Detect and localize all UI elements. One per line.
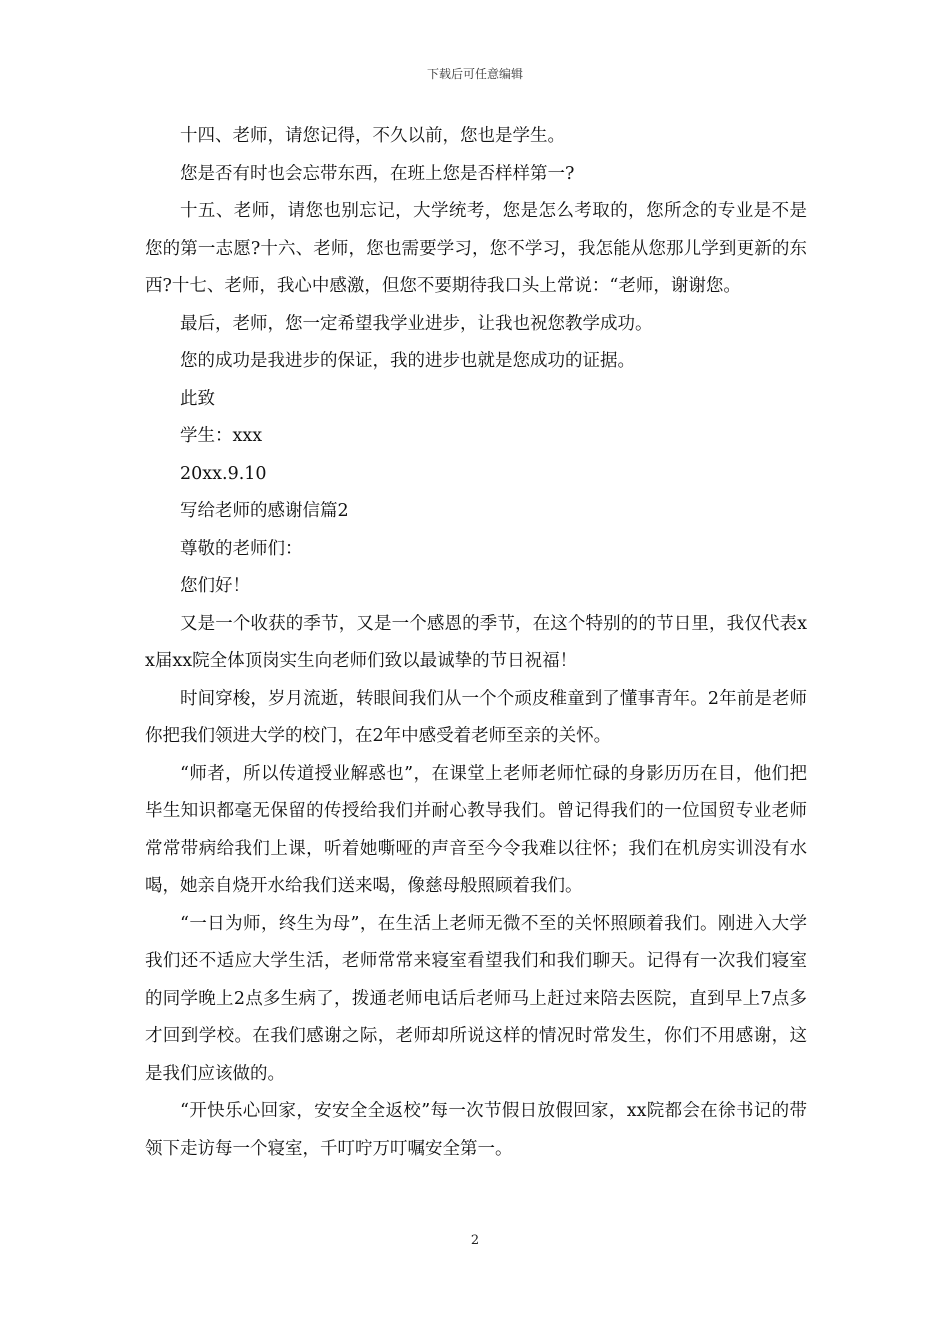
paragraph: 十四、老师，请您记得，不久以前，您也是学生。 xyxy=(180,126,565,146)
paragraph: 时间穿梭，岁月流逝，转眼间我们从一个个顽皮稚童到了懂事青年。2年前是老师你把我们领进大学的校门，在2年中感受着老师至亲的关怀。 xyxy=(145,688,807,746)
greeting: 您们好！ xyxy=(180,576,250,596)
document-body xyxy=(145,118,807,1168)
page-number: 2 xyxy=(470,1233,480,1248)
header-note: 下载后可任意编辑 xyxy=(426,67,523,81)
section-title: 写给老师的感谢信篇2 xyxy=(180,501,349,521)
paragraph: “开快乐心回家，安安全全返校”每一次节假日放假回家，xx院都会在徐书记的带领下走访每一个寝室，千叮咛万叮嘱安全第一。 xyxy=(145,1101,807,1159)
paragraph: 十五、老师，请您也别忘记，大学统考，您是怎么考取的，您所念的专业是不是您的第一志愿?十六、老师，您也需要学习，您不学习，我怎能从您那儿学到更新的东西?十七、老师，我心中感激，但您不要期待我口头上常说：“老师，谢谢您。 xyxy=(145,201,807,296)
paragraph: 最后，老师，您一定希望我学业进步，让我也祝您教学成功。 xyxy=(180,313,653,334)
paragraph: “一日为师，终生为母”，在生活上老师无微不至的关怀照顾着我们。刚进入大学我们还不适应大学生活，老师常常来寝室看望我们和我们聊天。记得有一次我们寝室的同学晚上2点多生病了，拨通老师电话后老师马上赶过来陪去医院，直到早上7点多才回到学校。在我们感谢之际，老师却所说这样的情况时常发生，你们不用感谢，这是我们应该做的。 xyxy=(145,913,807,1084)
paragraph: 又是一个收获的季节，又是一个感恩的季节，在这个特别的的节日里，我仅代表xx届xx院全体顶岗实生向老师们致以最诚挚的节日祝福！ xyxy=(145,613,807,671)
closing-salutation: 此致 xyxy=(180,388,215,409)
paragraph: 您是否有时也会忘带东西，在班上您是否样样第一? xyxy=(180,163,575,184)
signature: 学生：xxx xyxy=(180,426,263,446)
date: 20xx.9.10 xyxy=(180,463,267,484)
paragraph: “师者，所以传道授业解惑也”，在课堂上老师老师忙碌的身影历历在目，他们把毕生知识都毫无保留的传授给我们并耐心教导我们。曾记得我们的一位国贸专业老师常常带病给我们上课，听着她嘶哑的声音至今令我难以往怀；我们在机房实训没有水喝，她亲自烧开水给我们送来喝，像慈母般照顾着我们。 xyxy=(145,763,807,896)
paragraph: 您的成功是我进步的保证，我的进步也就是您成功的证据。 xyxy=(180,351,635,371)
greeting: 尊敬的老师们： xyxy=(180,538,303,559)
